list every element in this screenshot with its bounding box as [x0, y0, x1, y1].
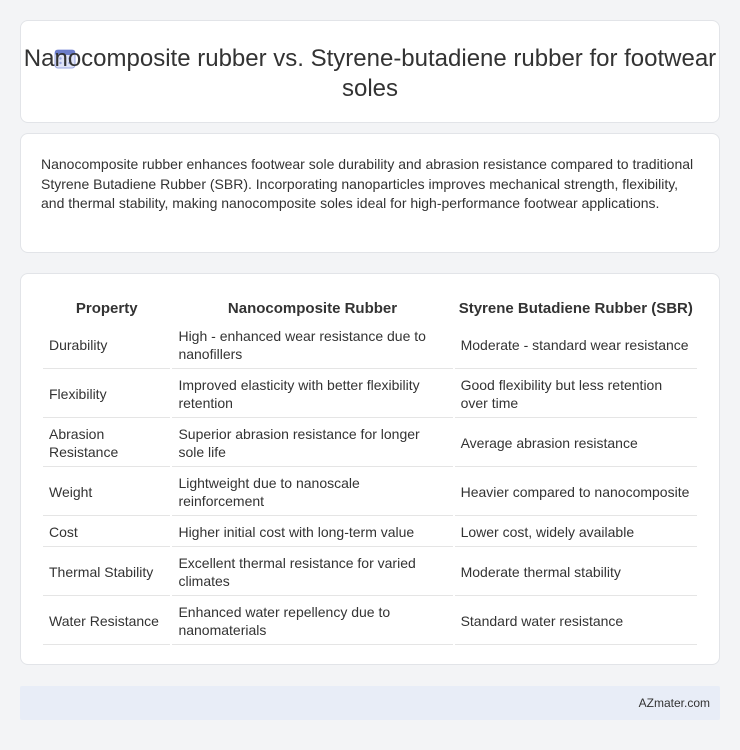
intro-paragraph: Nanocomposite rubber enhances footwear sole durability and abrasion resistance compared to traditional Styrene Butadiene Rubber (SBR). Incorporating nanoparticles improves mechanical strength, flexibility, and thermal stability, making nanocomposite soles ideal for high-performance footwear applications. [41, 156, 694, 211]
comparison-table [41, 294, 699, 647]
footer-bar [20, 686, 720, 720]
sbr-cell: Moderate thermal stability [455, 549, 697, 596]
nanocomposite-cell: Higher initial cost with long-term value [172, 518, 452, 547]
intro-card [20, 133, 720, 253]
nanocomposite-cell: High - enhanced wear resistance due to nanofillers [172, 322, 452, 369]
property-cell: Thermal Stability [43, 549, 170, 596]
title-card [20, 20, 720, 123]
sbr-cell: Moderate - standard wear resistance [455, 322, 697, 369]
table-row [43, 549, 697, 596]
table-row [43, 518, 697, 547]
header-property: Property [75, 299, 138, 317]
nanocomposite-cell: Enhanced water repellency due to nanomaterials [172, 598, 452, 645]
table-header-row [43, 296, 697, 320]
property-cell: Abrasion Resistance [43, 420, 170, 467]
nanocomposite-cell: Improved elasticity with better flexibility retention [172, 371, 452, 418]
property-cell: Flexibility [43, 371, 170, 418]
sbr-cell: Lower cost, widely available [455, 518, 697, 547]
sbr-cell: Standard water resistance [455, 598, 697, 645]
nanocomposite-cell: Superior abrasion resistance for longer sole life [172, 420, 452, 467]
table-row [43, 598, 697, 645]
comparison-card [20, 273, 720, 665]
sbr-cell: Average abrasion resistance [455, 420, 697, 467]
footer-source-link[interactable]: AZmater.com [638, 696, 710, 710]
property-cell: Weight [43, 469, 170, 516]
table-row [43, 371, 697, 418]
header-nanocomposite: Nanocomposite Rubber [227, 299, 398, 317]
nanocomposite-cell: Excellent thermal resistance for varied climates [172, 549, 452, 596]
property-cell: Cost [43, 518, 170, 547]
header-sbr: Styrene Butadiene Rubber (SBR) [458, 299, 693, 317]
property-cell: Water Resistance [43, 598, 170, 645]
table-row [43, 322, 697, 369]
sbr-cell: Good flexibility but less retention over time [455, 371, 697, 418]
nanocomposite-cell: Lightweight due to nanoscale reinforcement [172, 469, 452, 516]
table-row [43, 469, 697, 516]
sbr-cell: Heavier compared to nanocomposite [455, 469, 697, 516]
table-row [43, 420, 697, 467]
property-cell: Durability [43, 322, 170, 369]
page-title: Nanocomposite rubber vs. Styrene-butadiene rubber for footwear soles [23, 45, 717, 102]
